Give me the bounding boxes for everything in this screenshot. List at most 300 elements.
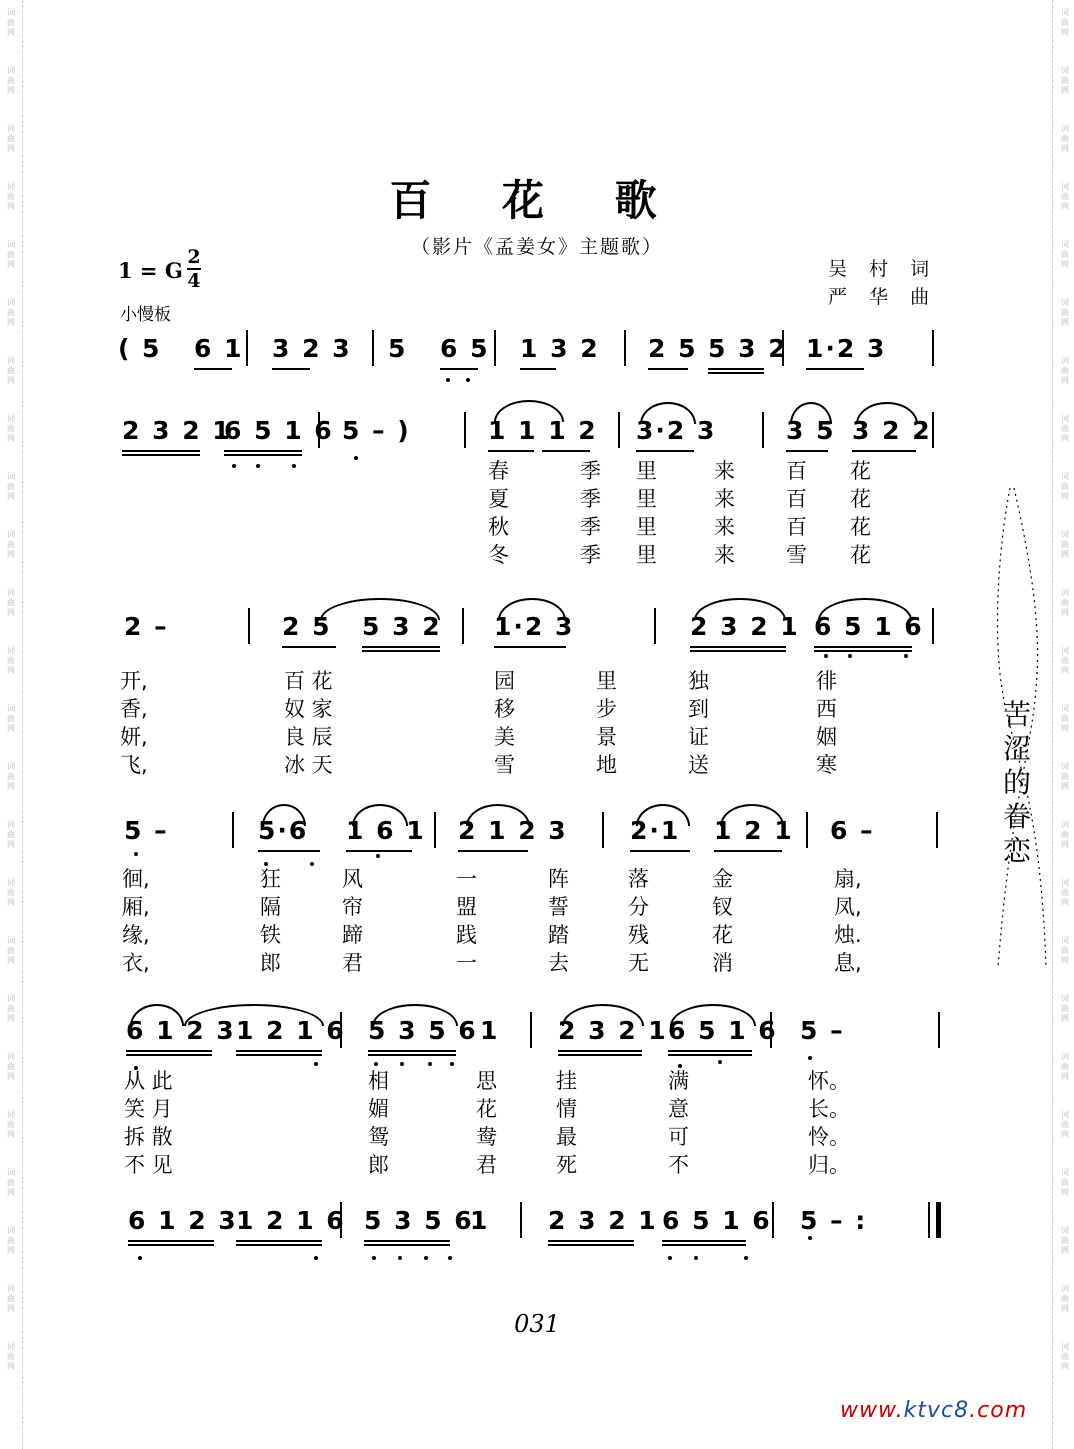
lyric-word: 从 此 xyxy=(124,1069,173,1093)
beam-underline xyxy=(814,646,912,648)
slur-arc xyxy=(130,1004,184,1026)
lyric-word: 独 xyxy=(688,669,709,693)
site-char: o xyxy=(990,1398,1005,1423)
beam-underline xyxy=(128,1244,214,1246)
watermark-glyph: 词 xyxy=(1061,472,1069,481)
watermark-glyph: 网 xyxy=(7,1072,15,1081)
lyric-word: 君 xyxy=(476,1153,497,1177)
watermark-glyph: 网 xyxy=(1061,86,1069,95)
barline xyxy=(530,1012,532,1048)
note-group: 5 – xyxy=(800,1016,845,1045)
slur-arc xyxy=(694,598,786,620)
side-title-char: 涩 xyxy=(1002,732,1031,765)
watermark-glyph: 曲 xyxy=(1061,598,1069,607)
watermark-glyph: 曲 xyxy=(7,424,15,433)
watermark-glyph: 词 xyxy=(7,472,15,481)
slur-arc xyxy=(352,804,408,826)
site-char: c xyxy=(977,1398,991,1423)
watermark-glyph: 曲 xyxy=(7,946,15,955)
lyric-word: 花 xyxy=(850,487,871,511)
octave-dot xyxy=(446,378,450,382)
site-char: w xyxy=(840,1398,859,1423)
note-group: 2 5 xyxy=(648,334,698,363)
watermark-glyph: 网 xyxy=(7,1362,15,1371)
lyric-word: 来 xyxy=(714,543,735,567)
watermark-glyph: 词 xyxy=(7,1226,15,1235)
watermark-glyph: 网 xyxy=(1061,898,1069,907)
watermark-glyph: 曲 xyxy=(7,134,15,143)
lyric-word: 来 xyxy=(714,459,735,483)
octave-dot xyxy=(138,1256,142,1260)
key-signature: 1 = G xyxy=(118,258,183,283)
beam-underline xyxy=(458,850,528,852)
lyric-word: 媚 xyxy=(368,1097,389,1121)
tempo-marking: 小慢板 xyxy=(120,305,171,325)
lyric-word: 死 xyxy=(556,1153,577,1177)
watermark-glyph: 词 xyxy=(1061,878,1069,887)
watermark-glyph: 网 xyxy=(1061,144,1069,153)
note-group: 5 3 2 xyxy=(362,612,442,641)
lyric-word: 踏 xyxy=(548,923,569,947)
beam-underline xyxy=(368,1050,456,1052)
side-title-char: 的 xyxy=(1002,766,1031,799)
watermark-glyph: 词 xyxy=(7,1168,15,1177)
lyric-word: 徘 xyxy=(816,669,837,693)
note-group: 1·2 3 xyxy=(494,612,575,641)
watermark-glyph: 曲 xyxy=(1061,656,1069,665)
lyric-word: 花 xyxy=(850,459,871,483)
watermark-glyph: 网 xyxy=(1061,260,1069,269)
watermark-glyph: 词 xyxy=(7,762,15,771)
barline xyxy=(372,330,374,366)
barline xyxy=(434,812,436,848)
side-title-char: 苦 xyxy=(1002,698,1031,731)
watermark-glyph: 网 xyxy=(7,434,15,443)
watermark-glyph: 曲 xyxy=(7,1352,15,1361)
beam-underline xyxy=(122,454,200,456)
lyric-word: 归。 xyxy=(808,1153,850,1177)
barline xyxy=(248,608,250,644)
octave-dot xyxy=(232,464,236,468)
lyric-word: 雪 xyxy=(786,543,807,567)
beam-underline xyxy=(488,450,534,452)
octave-dot xyxy=(400,1062,404,1066)
note-group: 2 3 2 1 xyxy=(558,1016,668,1045)
note-group: 2·1 xyxy=(630,816,681,845)
octave-dot xyxy=(824,654,828,658)
watermark-glyph: 词 xyxy=(7,240,15,249)
lyric-word: 鸯 xyxy=(476,1125,497,1149)
slur-arc xyxy=(372,1004,458,1026)
barline xyxy=(520,1202,522,1238)
beam-underline xyxy=(194,368,232,370)
note-group: 1·2 3 xyxy=(806,334,887,363)
octave-dot xyxy=(466,378,470,382)
lyric-word: 践 xyxy=(456,923,477,947)
lyric-word: 来 xyxy=(714,515,735,539)
lyricist-credit: 吴 村 词 xyxy=(828,258,938,280)
octave-dot xyxy=(372,1256,376,1260)
lyric-word: 怜。 xyxy=(808,1125,850,1149)
beam-underline xyxy=(806,368,864,370)
octave-dot xyxy=(808,1236,812,1240)
watermark-glyph: 曲 xyxy=(7,1294,15,1303)
note-group: 3 5 xyxy=(786,416,836,445)
watermark-glyph: 网 xyxy=(7,956,15,965)
lyric-word: 阵 xyxy=(548,867,569,891)
watermark-glyph: 词 xyxy=(7,588,15,597)
watermark-glyph: 词 xyxy=(7,298,15,307)
watermark-glyph: 网 xyxy=(7,376,15,385)
watermark-glyph: 网 xyxy=(1061,202,1069,211)
watermark-glyph: 曲 xyxy=(1061,366,1069,375)
lyric-word: 里 xyxy=(596,669,617,693)
barline xyxy=(340,1202,342,1238)
octave-dot xyxy=(808,1056,812,1060)
octave-dot xyxy=(424,1256,428,1260)
site-char: w xyxy=(878,1398,896,1423)
lyric-word: 夏 xyxy=(488,487,509,511)
barline xyxy=(246,330,248,366)
watermark-glyph: 曲 xyxy=(1061,1004,1069,1013)
octave-dot xyxy=(256,464,260,468)
barline xyxy=(464,412,466,448)
note-group: 3 2 2 xyxy=(852,416,932,445)
watermark-glyph: 词 xyxy=(7,414,15,423)
watermark-glyph: 词 xyxy=(1061,1284,1069,1293)
watermark-glyph: 曲 xyxy=(1061,250,1069,259)
beam-underline xyxy=(282,646,336,648)
beam-underline xyxy=(558,1050,642,1052)
barline xyxy=(782,330,784,366)
lyric-word: 铁 xyxy=(260,923,281,947)
watermark-glyph: 词 xyxy=(1061,530,1069,539)
lyric-word: 步 xyxy=(596,697,617,721)
beam-underline xyxy=(542,450,590,452)
barline xyxy=(936,812,938,848)
beam-underline xyxy=(364,1244,450,1246)
watermark-glyph: 网 xyxy=(7,1246,15,1255)
beam-underline xyxy=(224,454,302,456)
watermark-glyph: 词 xyxy=(1061,1168,1069,1177)
watermark-glyph: 词 xyxy=(1061,1052,1069,1061)
octave-dot xyxy=(668,1256,672,1260)
slur-arc xyxy=(720,804,784,826)
note-group: 5 – : xyxy=(800,1206,868,1235)
note-group: 1 2 1 6 xyxy=(236,1206,346,1235)
watermark-glyph: 曲 xyxy=(7,598,15,607)
watermark-glyph: 曲 xyxy=(1061,76,1069,85)
beam-underline xyxy=(662,1244,746,1246)
lyric-word: 一 xyxy=(456,951,477,975)
watermark-glyph: 网 xyxy=(7,28,15,37)
watermark-glyph: 词 xyxy=(7,124,15,133)
slur-arc xyxy=(466,804,530,826)
slur-arc xyxy=(184,1004,324,1026)
watermark-glyph: 网 xyxy=(1061,1246,1069,1255)
watermark-glyph: 网 xyxy=(7,898,15,907)
octave-dot xyxy=(314,1062,318,1066)
watermark-glyph: 网 xyxy=(7,782,15,791)
beam-underline xyxy=(548,1244,634,1246)
slur-arc xyxy=(640,402,696,424)
watermark-glyph: 曲 xyxy=(1061,1120,1069,1129)
lyric-word: 分 xyxy=(628,895,649,919)
site-char: 8 xyxy=(954,1398,970,1423)
lyric-word: 来 xyxy=(714,487,735,511)
octave-dot xyxy=(292,464,296,468)
note-group: 6 5 1 6 xyxy=(224,416,334,445)
lyric-word: 钗 xyxy=(712,895,733,919)
watermark-glyph: 曲 xyxy=(1061,1062,1069,1071)
watermark-glyph: 网 xyxy=(7,144,15,153)
watermark-glyph: 词 xyxy=(7,704,15,713)
lyric-word: 烛. xyxy=(834,923,862,947)
watermark-glyph: 曲 xyxy=(1061,1178,1069,1187)
beam-underline xyxy=(814,650,912,652)
slur-arc xyxy=(562,1004,644,1026)
side-title xyxy=(1000,698,1034,868)
watermark-glyph: 曲 xyxy=(1061,946,1069,955)
note-group: 5 – ) xyxy=(342,416,411,445)
watermark-glyph: 词 xyxy=(1061,240,1069,249)
lyric-word: 姻 xyxy=(816,725,837,749)
watermark-glyph: 词 xyxy=(1061,1342,1069,1351)
lyric-word: 誓 xyxy=(548,895,569,919)
watermark-glyph: 词 xyxy=(1061,66,1069,75)
note-group: 2 3 2 1 xyxy=(548,1206,658,1235)
watermark-glyph: 曲 xyxy=(7,772,15,781)
octave-dot xyxy=(374,1062,378,1066)
watermark-glyph: 曲 xyxy=(1061,772,1069,781)
lyric-word: 不 见 xyxy=(124,1153,173,1177)
beam-underline xyxy=(662,1240,746,1242)
lyric-word: 狂 xyxy=(260,867,281,891)
watermark-glyph: 曲 xyxy=(7,1120,15,1129)
watermark-glyph: 曲 xyxy=(7,830,15,839)
beam-underline xyxy=(364,1240,450,1242)
note-group: ( xyxy=(118,334,132,363)
note-group: 6 5 1 6 xyxy=(814,612,924,641)
watermark-glyph: 词 xyxy=(1061,704,1069,713)
lyric-word: 春 xyxy=(488,459,509,483)
barline xyxy=(762,412,764,448)
lyric-word: 无 xyxy=(628,951,649,975)
watermark-glyph: 曲 xyxy=(1061,888,1069,897)
note-group: 1 2 1 6 xyxy=(236,1016,346,1045)
watermark-glyph: 词 xyxy=(7,356,15,365)
lyric-word: 一 xyxy=(456,867,477,891)
note-group: 1 2 1 xyxy=(714,816,794,845)
lyric-word: 冬 xyxy=(488,543,509,567)
watermark-glyph: 词 xyxy=(1061,8,1069,17)
note-group: 1 6 1 xyxy=(346,816,426,845)
watermark-glyph: 曲 xyxy=(1061,540,1069,549)
site-char: t xyxy=(917,1398,927,1423)
watermark-glyph: 词 xyxy=(1061,1226,1069,1235)
beam-underline xyxy=(668,1050,752,1052)
slur-arc xyxy=(636,804,690,826)
lyric-word: 奴 家 xyxy=(284,697,333,721)
octave-dot xyxy=(314,1256,318,1260)
watermark-glyph: 词 xyxy=(7,1052,15,1061)
site-char: . xyxy=(895,1398,904,1423)
note-group: 6 1 2 3 xyxy=(128,1206,238,1235)
beam-underline xyxy=(236,1244,322,1246)
lyric-word: 里 xyxy=(636,543,657,567)
lyric-word: 百 xyxy=(786,487,807,511)
watermark-glyph: 词 xyxy=(7,936,15,945)
watermark-glyph: 词 xyxy=(1061,1110,1069,1119)
watermark-glyph: 词 xyxy=(7,820,15,829)
watermark-glyph: 网 xyxy=(7,260,15,269)
lyric-word: 凤, xyxy=(834,895,862,919)
slur-arc xyxy=(856,402,918,424)
beam-underline xyxy=(558,1054,642,1056)
beam-underline xyxy=(668,1054,752,1056)
watermark-glyph: 曲 xyxy=(1061,1352,1069,1361)
watermark-glyph: 网 xyxy=(7,492,15,501)
note-group: 6 5 1 6 xyxy=(662,1206,772,1235)
watermark-glyph: 曲 xyxy=(1061,482,1069,491)
lyric-word: 郎 xyxy=(260,951,281,975)
lyric-word: 徊, xyxy=(122,867,150,891)
barline xyxy=(772,1202,774,1238)
note-group: 1 xyxy=(470,1206,490,1235)
octave-dot xyxy=(376,854,380,858)
lyric-word: 不 xyxy=(668,1153,689,1177)
beam-underline xyxy=(690,650,786,652)
song-title: 百 花 歌 xyxy=(389,176,685,225)
watermark-glyph: 曲 xyxy=(7,656,15,665)
beam-underline xyxy=(122,450,200,452)
watermark-glyph: 曲 xyxy=(7,1178,15,1187)
note-group: 6 1 2 3 xyxy=(126,1016,236,1045)
watermark-glyph: 曲 xyxy=(7,76,15,85)
beam-underline xyxy=(708,372,764,374)
lyric-word: 良 辰 xyxy=(284,725,333,749)
octave-dot xyxy=(450,1062,454,1066)
beam-underline xyxy=(126,1054,212,1056)
lyric-word: 花 xyxy=(850,543,871,567)
barline xyxy=(618,412,620,448)
note-group: 5 xyxy=(388,334,408,363)
beam-underline xyxy=(362,650,440,652)
beam-underline xyxy=(368,1054,456,1056)
lyric-word: 百 xyxy=(786,515,807,539)
octave-dot xyxy=(428,1062,432,1066)
watermark-glyph: 词 xyxy=(7,66,15,75)
slur-arc xyxy=(262,804,306,826)
slur-arc xyxy=(498,598,566,620)
time-sig-denominator: 4 xyxy=(187,270,201,292)
watermark-glyph: 网 xyxy=(7,550,15,559)
watermark-glyph: 网 xyxy=(1061,666,1069,675)
lyric-word: 隔 xyxy=(260,895,281,919)
site-watermark[interactable] xyxy=(840,1398,1027,1423)
watermark-glyph: 网 xyxy=(1061,1362,1069,1371)
lyric-word: 风 xyxy=(342,867,363,891)
lyric-word: 盟 xyxy=(456,895,477,919)
barline xyxy=(462,608,464,644)
beam-underline xyxy=(636,450,694,452)
beam-underline xyxy=(630,850,690,852)
lyric-word: 残 xyxy=(628,923,649,947)
watermark-glyph: 网 xyxy=(1061,492,1069,501)
watermark-glyph: 曲 xyxy=(7,192,15,201)
watermark-glyph: 词 xyxy=(1061,356,1069,365)
note-group: 3·2 3 xyxy=(636,416,717,445)
lyric-word: 消 xyxy=(712,951,733,975)
slur-arc xyxy=(320,598,440,620)
beam-underline xyxy=(224,450,302,452)
site-char: . xyxy=(969,1398,978,1423)
watermark-glyph: 曲 xyxy=(1061,830,1069,839)
lyric-word: 寒 xyxy=(816,753,837,777)
site-char: w xyxy=(859,1398,878,1423)
watermark-glyph: 词 xyxy=(1061,646,1069,655)
note-group: 5 – xyxy=(124,816,169,845)
watermark-glyph: 网 xyxy=(7,840,15,849)
octave-dot xyxy=(354,456,358,460)
watermark-glyph: 曲 xyxy=(1061,1236,1069,1245)
lyric-word: 花 xyxy=(476,1097,497,1121)
watermark-glyph: 曲 xyxy=(7,308,15,317)
lyric-word: 到 xyxy=(688,697,709,721)
lyric-word: 花 xyxy=(850,515,871,539)
slur-arc xyxy=(670,1004,756,1026)
lyric-word: 落 xyxy=(628,867,649,891)
watermark-glyph: 词 xyxy=(7,646,15,655)
watermark-glyph: 曲 xyxy=(1061,18,1069,27)
lyric-word: 秋 xyxy=(488,515,509,539)
watermark-glyph: 词 xyxy=(7,530,15,539)
note-group: 2 1 2 3 xyxy=(458,816,568,845)
watermark-glyph: 网 xyxy=(1061,956,1069,965)
watermark-glyph: 网 xyxy=(7,86,15,95)
slur-arc xyxy=(818,598,912,620)
note-group: 6 5 xyxy=(440,334,490,363)
watermark-glyph: 网 xyxy=(1061,28,1069,37)
watermark-glyph: 词 xyxy=(1061,124,1069,133)
watermark-glyph: 词 xyxy=(1061,298,1069,307)
watermark-glyph: 词 xyxy=(7,1284,15,1293)
lyric-word: 证 xyxy=(688,725,709,749)
lyric-word: 蹄 xyxy=(342,923,363,947)
watermark-glyph: 词 xyxy=(7,1110,15,1119)
side-title-char: 眷 xyxy=(1002,800,1031,833)
watermark-glyph: 曲 xyxy=(7,1062,15,1071)
octave-dot xyxy=(718,1060,722,1064)
watermark-glyph: 曲 xyxy=(1061,192,1069,201)
note-group: 5·6 xyxy=(258,816,309,845)
lyric-word: 香, xyxy=(120,697,148,721)
note-group: 6 5 1 6 xyxy=(668,1016,778,1045)
lyric-word: 飞, xyxy=(120,753,148,777)
watermark-glyph: 曲 xyxy=(1061,308,1069,317)
note-group: 2 3 2 1 xyxy=(122,416,232,445)
page-number: 031 xyxy=(514,1310,560,1338)
beam-underline xyxy=(494,646,566,648)
watermark-glyph: 网 xyxy=(7,1304,15,1313)
note-group: 5 3 2 xyxy=(708,334,788,363)
song-subtitle: （影片《孟姜女》主题歌） xyxy=(410,236,663,258)
watermark-glyph: 词 xyxy=(1061,588,1069,597)
note-group: 1 1 1 2 xyxy=(488,416,598,445)
site-char: v xyxy=(926,1398,942,1423)
beam-underline xyxy=(708,368,764,370)
barline xyxy=(624,330,626,366)
